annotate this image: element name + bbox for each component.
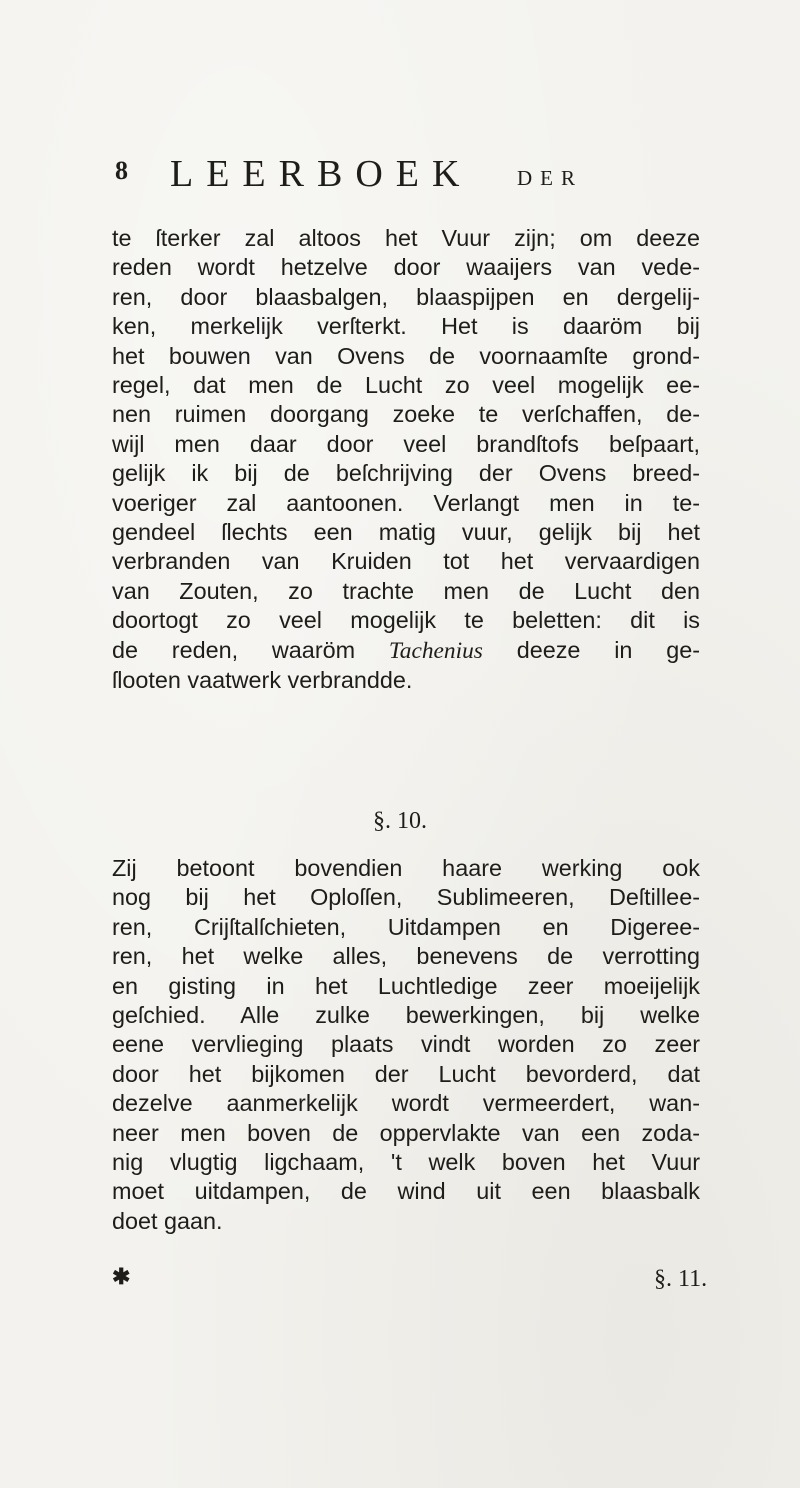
author-name-italic: Tachenius [388,637,483,664]
paragraph-2 [112,854,700,1236]
text-segment: deeze in ge- [482,636,700,663]
text-line: Zij betoont bovendien haare werking ook [112,855,700,881]
text-line: dezelve aanmerkelijk wordt vermeerdert, wan- [112,1090,700,1117]
text-line: en gisting in het Luchtledige zeer moeijelijk [112,972,700,999]
text-line: nig vlugtig ligchaam, 't welk boven het Vuur [112,1149,700,1176]
paragraph-1 [112,224,700,696]
text-line: te ſterker zal altoos het Vuur zijn; om deeze [112,225,700,251]
running-title-continuation: DER [517,166,583,190]
text-line: regel, dat men de Lucht zo veel mogelijk ee- [112,372,700,399]
text-line: gendeel ſlechts een matig vuur, gelijk bij het [112,519,700,546]
text-line: nog bij het Oploſſen, Sublimeeren, Deſtillee- [112,884,700,911]
text-line: doortogt zo veel mogelijk te beletten: dit is [112,607,700,634]
text-line: wijl men daar door veel brandſtofs beſpaart, [112,430,700,457]
text-line: het bouwen van Ovens de voornaamſte grond- [112,342,700,369]
section-heading: §. 10. [373,808,427,834]
text-line: ren, door blaasbalgen, blaaspijpen en dergelij- [112,283,700,310]
running-title: LEERBOEK [170,153,473,195]
signature-mark: ✱ [112,1264,131,1289]
text-line: eene vervlieging plaats vindt worden zo zeer [112,1031,700,1058]
text-line: verbranden van Kruiden tot het vervaardigen [112,548,700,575]
catchword: §. 11. [654,1266,708,1292]
text-segment: de reden, waaröm [112,636,389,663]
page-header [115,152,715,202]
text-line: nen ruimen doorgang zoeke te verſchaffen, de- [112,401,700,428]
text-line: door het bijkomen der Lucht bevorderd, dat [112,1060,700,1087]
text-line: ken, merkelijk verſterkt. Het is daaröm bij [112,313,700,340]
text-line: van Zouten, zo trachte men de Lucht den [112,577,700,604]
text-line: ſlooten vaatwerk verbrandde. [112,667,413,694]
text-line: ren, Crijſtalſchieten, Uitdampen en Digeree- [112,913,700,940]
text-line: neer men boven de oppervlakte van een zoda- [112,1119,700,1146]
page-number: 8 [115,156,128,185]
text-line: doet gaan. [112,1207,223,1234]
text-line: geſchied. Alle zulke bewerkingen, bij welke [112,1002,700,1029]
text-line: moet uitdampen, de wind uit een blaasbalk [112,1178,700,1205]
text-line: ren, het welke alles, benevens de verrotting [112,943,700,970]
text-line [112,636,700,666]
text-line: reden wordt hetzelve door waaijers van vede- [112,254,700,281]
text-line: voeriger zal aantoonen. Verlangt men in te- [112,489,700,516]
text-line: gelijk ik bij de beſchrijving der Ovens breed- [112,460,700,487]
